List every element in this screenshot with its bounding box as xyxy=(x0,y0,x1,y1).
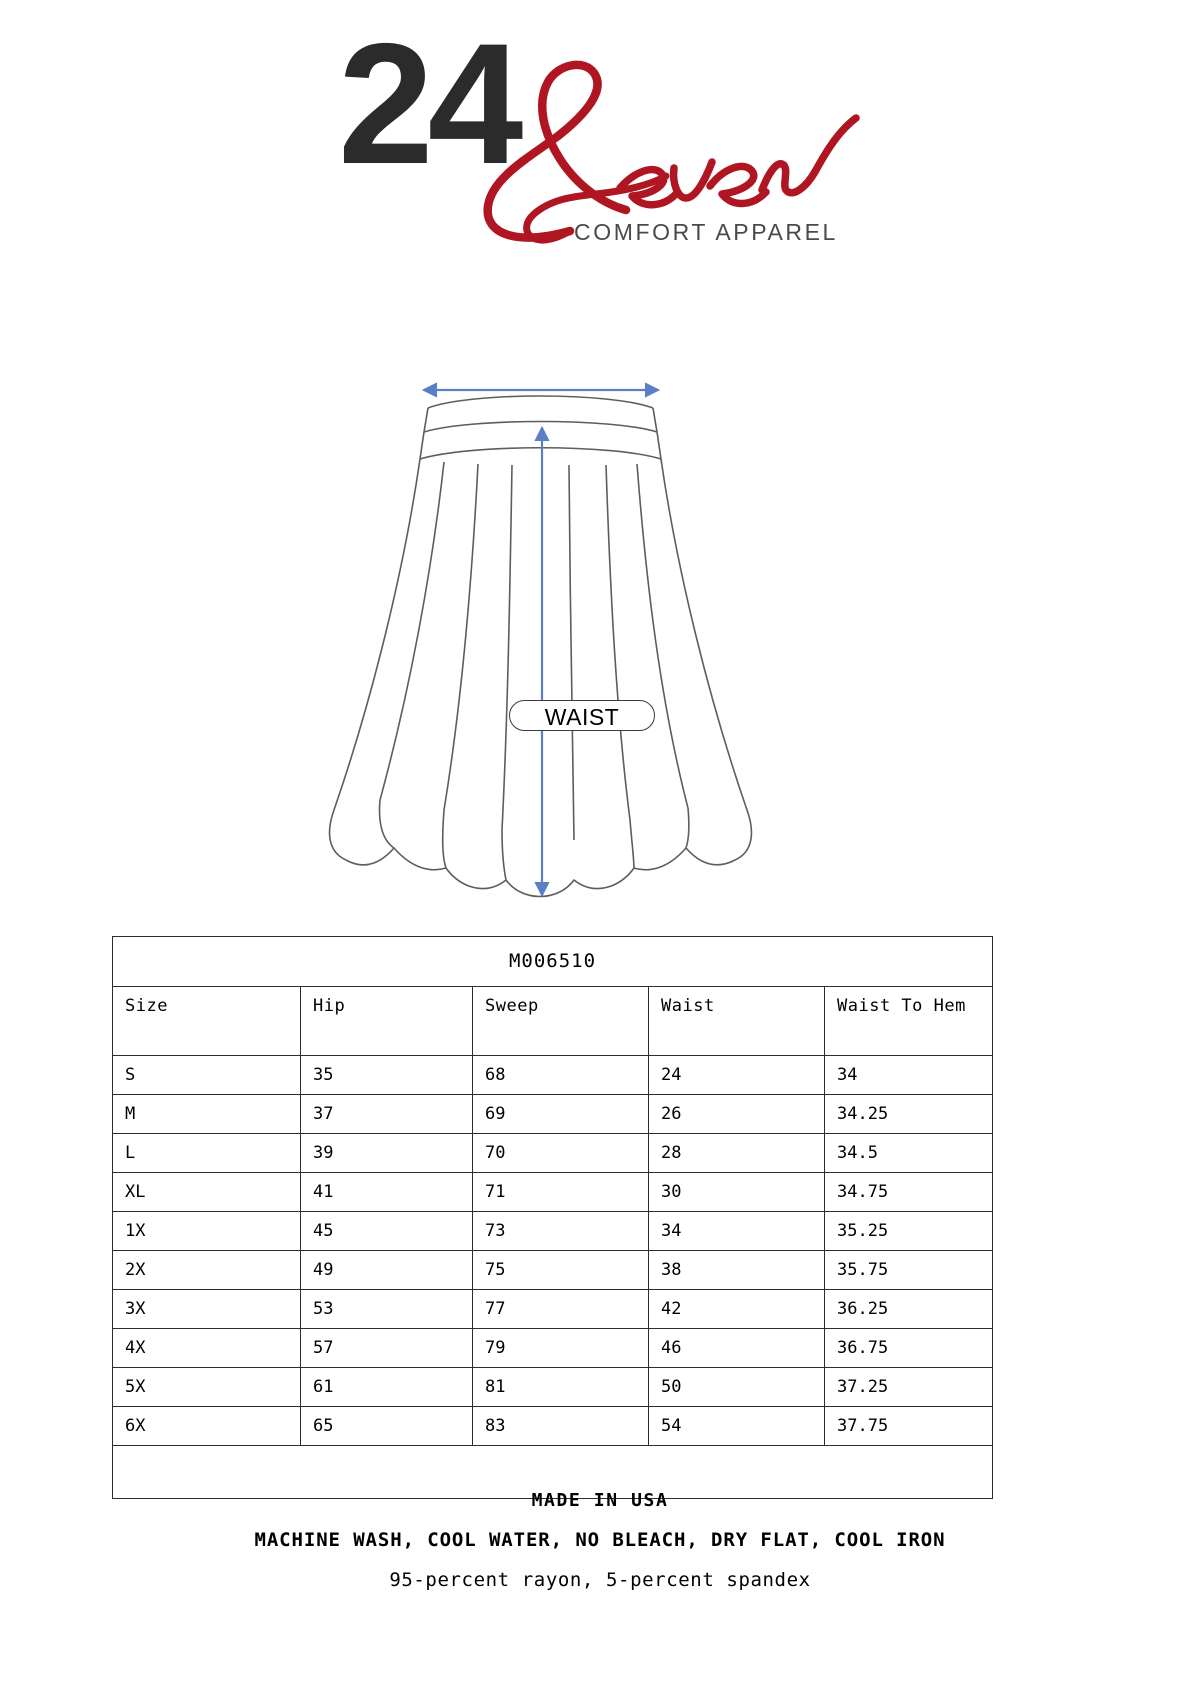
cell-waist-to-hem: 37.75 xyxy=(825,1407,993,1446)
waistband-curve xyxy=(424,422,657,433)
brand-logo-graphic xyxy=(320,18,880,268)
panel-seam-3 xyxy=(502,465,512,830)
cell-size: 5X xyxy=(113,1368,301,1407)
cell-size: M xyxy=(113,1095,301,1134)
cell-waist: 30 xyxy=(649,1173,825,1212)
skirt-left-edge xyxy=(330,459,420,860)
godet-1 xyxy=(380,800,394,848)
cell-hip: 45 xyxy=(301,1212,473,1251)
cell-sweep: 71 xyxy=(473,1173,649,1212)
garment-diagram xyxy=(0,340,1200,940)
skirt-right-edge xyxy=(661,459,751,860)
cell-waist-to-hem: 37.25 xyxy=(825,1368,993,1407)
cell-waist: 24 xyxy=(649,1056,825,1095)
cell-waist: 54 xyxy=(649,1407,825,1446)
skirt-hem-scallop xyxy=(346,848,735,897)
table-row xyxy=(113,1212,993,1251)
panel-seam-2 xyxy=(444,464,478,810)
table-row xyxy=(113,1290,993,1329)
cell-waist-to-hem: 35.25 xyxy=(825,1212,993,1251)
table-row xyxy=(113,1368,993,1407)
cell-waist-to-hem: 34.25 xyxy=(825,1095,993,1134)
waistband-left-lower xyxy=(420,432,424,459)
cell-hip: 65 xyxy=(301,1407,473,1446)
skirt-technical-drawing xyxy=(320,340,880,940)
table-row xyxy=(113,1251,993,1290)
cell-sweep: 77 xyxy=(473,1290,649,1329)
cell-waist: 46 xyxy=(649,1329,825,1368)
cell-size: 2X xyxy=(113,1251,301,1290)
cell-hip: 39 xyxy=(301,1134,473,1173)
column-header-sweep: Sweep xyxy=(473,987,649,1056)
cell-waist: 34 xyxy=(649,1212,825,1251)
godet-2 xyxy=(443,810,446,868)
table-title-row xyxy=(113,937,993,987)
cell-hip: 35 xyxy=(301,1056,473,1095)
made-in-usa-text: MADE IN USA xyxy=(531,1490,669,1511)
cell-sweep: 68 xyxy=(473,1056,649,1095)
table-row xyxy=(113,1407,993,1446)
panel-seam-6 xyxy=(637,464,688,808)
care-instructions-text: MACHINE WASH, COOL WATER, NO BLEACH, DRY FLAT, COOL IRON xyxy=(254,1529,946,1551)
cell-sweep: 69 xyxy=(473,1095,649,1134)
cell-waist-to-hem: 35.75 xyxy=(825,1251,993,1290)
waist-label: WAIST xyxy=(509,700,655,731)
panel-seam-5 xyxy=(606,465,630,820)
waistband-top-edge xyxy=(428,396,653,408)
column-header-size: Size xyxy=(113,987,301,1056)
column-header-hip: Hip xyxy=(301,987,473,1056)
cell-waist: 26 xyxy=(649,1095,825,1134)
cell-sweep: 70 xyxy=(473,1134,649,1173)
panel-seam-4 xyxy=(569,465,574,840)
size-chart-table-container xyxy=(112,936,992,1499)
fabric-composition-text: 95-percent rayon, 5-percent spandex xyxy=(389,1569,811,1591)
cell-waist-to-hem: 36.25 xyxy=(825,1290,993,1329)
cell-sweep: 79 xyxy=(473,1329,649,1368)
cell-hip: 49 xyxy=(301,1251,473,1290)
cell-size: 4X xyxy=(113,1329,301,1368)
table-header-row xyxy=(113,987,993,1056)
table-row xyxy=(113,1095,993,1134)
cell-hip: 57 xyxy=(301,1329,473,1368)
cell-size: S xyxy=(113,1056,301,1095)
column-header-waist: Waist xyxy=(649,987,825,1056)
table-row xyxy=(113,1134,993,1173)
cell-hip: 37 xyxy=(301,1095,473,1134)
logo-number-mark: 24 xyxy=(338,18,518,200)
cell-waist-to-hem: 34.75 xyxy=(825,1173,993,1212)
waistband-left xyxy=(424,408,428,432)
brand-logo xyxy=(0,18,1200,268)
cell-size: 3X xyxy=(113,1290,301,1329)
footer xyxy=(0,1490,1200,1591)
table-row xyxy=(113,1056,993,1095)
cell-waist-to-hem: 36.75 xyxy=(825,1329,993,1368)
cell-size: XL xyxy=(113,1173,301,1212)
cell-waist: 38 xyxy=(649,1251,825,1290)
cell-sweep: 83 xyxy=(473,1407,649,1446)
cell-hip: 41 xyxy=(301,1173,473,1212)
size-chart-table xyxy=(112,936,993,1499)
cell-waist: 50 xyxy=(649,1368,825,1407)
waistband-right xyxy=(653,408,657,432)
logo-script-mark xyxy=(488,65,856,240)
cell-size: 1X xyxy=(113,1212,301,1251)
cell-waist-to-hem: 34 xyxy=(825,1056,993,1095)
godet-3 xyxy=(502,830,506,880)
cell-size: 6X xyxy=(113,1407,301,1446)
cell-hip: 61 xyxy=(301,1368,473,1407)
cell-hip: 53 xyxy=(301,1290,473,1329)
waistband-right-lower xyxy=(657,432,661,459)
godet-4 xyxy=(630,820,634,868)
column-header-waist-to-hem: Waist To Hem xyxy=(825,987,993,1056)
cell-waist: 28 xyxy=(649,1134,825,1173)
cell-waist-to-hem: 34.5 xyxy=(825,1134,993,1173)
cell-sweep: 81 xyxy=(473,1368,649,1407)
cell-waist: 42 xyxy=(649,1290,825,1329)
waistband-bottom-edge xyxy=(420,448,661,459)
style-code: M006510 xyxy=(113,937,993,987)
cell-size: L xyxy=(113,1134,301,1173)
table-row xyxy=(113,1329,993,1368)
logo-tagline: COMFORT APPAREL xyxy=(574,219,838,245)
godet-5 xyxy=(686,808,689,848)
table-row xyxy=(113,1173,993,1212)
cell-sweep: 73 xyxy=(473,1212,649,1251)
cell-sweep: 75 xyxy=(473,1251,649,1290)
